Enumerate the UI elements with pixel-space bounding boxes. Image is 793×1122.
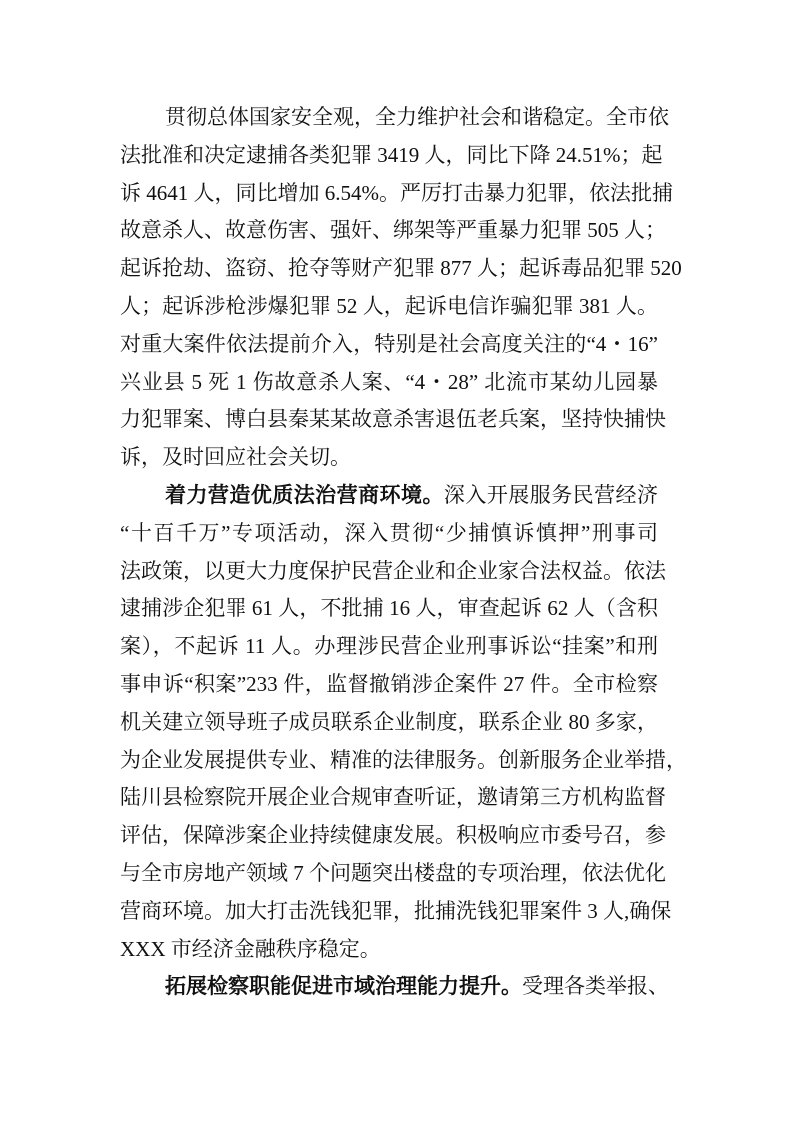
text-line: 评估，保障涉案企业持续健康发展。积极响应市委号召，参 [120,823,666,848]
paragraph-heading: 拓展检察职能促进市域治理能力提升。 [165,974,522,999]
text-line: 诉 4641 人，同比增加 6.54%。严厉打击暴力犯罪，依法批捕 [120,180,673,205]
text-fragment: 深入开展服务民营经济 [443,482,659,507]
text-line: 兴业县 5 死 1 伤故意杀人案、“4・28” 北流市某幼儿园暴 [120,369,658,394]
text-line: 事申诉“积案”233 件，监督撤销涉企案件 27 件。全市检察 [120,671,658,696]
text-line: XXX 市经济金融秩序稳定。 [120,936,381,961]
text-line: 对重大案件依法提前介入，特别是社会高度关注的“4・16” [120,331,658,356]
text-line: 逮捕涉企犯罪 61 人，不批捕 16 人，审查起诉 62 人（含积 [120,596,658,621]
text-line [120,477,658,515]
text-line: 故意杀人、故意伤害、强奸、绑架等严重暴力犯罪 505 人； [120,218,666,243]
text-line: 法批准和决定逮捕各类犯罪 3419 人，同比下降 24.51%；起 [120,142,663,167]
text-line: 陆川县检察院开展企业合规审查听证，邀请第三方机构监督 [120,785,666,810]
text-line: 起诉抢劫、盗窃、抢夺等财产犯罪 877 人；起诉毒品犯罪 520 [120,256,682,281]
paragraph-heading: 着力营造优质法治营商环境。 [165,482,444,507]
text-line: 机关建立领导班子成员联系企业制度，联系企业 80 多家， [120,709,658,734]
text-line [120,968,669,1006]
text-line: 人；起诉涉枪涉爆犯罪 52 人，起诉电信诈骗犯罪 381 人。 [120,293,658,318]
document-page [120,99,687,1006]
text-line: 为企业发展提供专业、精准的法律服务。创新服务企业举措， [120,747,687,772]
paragraph-security [120,99,682,477]
text-line: 案），不起诉 11 人。办理涉民营企业刑事诉讼“挂案”和刑 [120,634,658,659]
text-line: 法政策，以更大力度保护民营企业和企业家合法权益。依法 [120,558,666,583]
text-line: 与全市房地产领域 7 个问题突出楼盘的专项治理，依法优化 [120,860,666,885]
text-line: 贯彻总体国家安全观，全力维护社会和谐稳定。全市依 [165,105,669,129]
paragraph-governance [120,968,669,1006]
text-line: 力犯罪案、博白县秦某某故意杀害退伍老兵案，坚持快捕快 [120,407,666,432]
text-line: “十百千万”专项活动，深入贯彻“少捕慎诉慎押”刑事司 [120,520,658,545]
paragraph-business-environment [120,477,687,968]
text-fragment: 受理各类举报、 [522,974,669,999]
text-line: 诉，及时回应社会关切。 [120,445,351,470]
text-line: 营商环境。加大打击洗钱犯罪，批捕洗钱犯罪案件 3 人,确保 [120,898,672,923]
